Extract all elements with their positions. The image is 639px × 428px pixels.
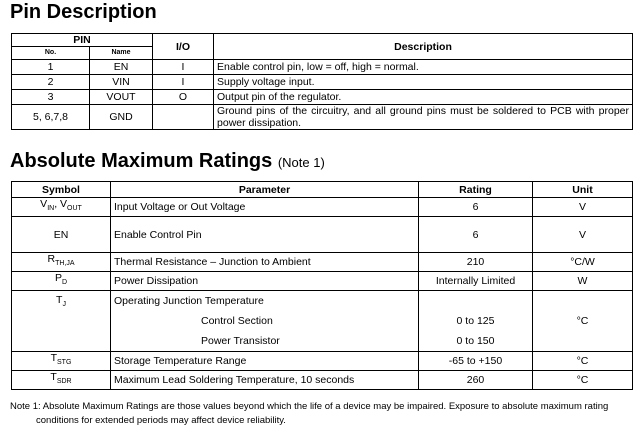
pin-description-title: Pin Description <box>10 1 157 23</box>
unit-cell: V <box>533 217 633 253</box>
pin-name: EN <box>90 60 153 75</box>
footnote-line-2: conditions for extended periods may affect device reliability. <box>36 415 286 426</box>
symbol-cell <box>12 253 111 272</box>
unit-cell: °C <box>533 352 633 371</box>
table-row <box>12 75 633 90</box>
abs-max-ratings-title-text: Absolute Maximum Ratings <box>10 150 273 172</box>
parameter-cell: Power Dissipation <box>111 272 419 291</box>
rating-cell: 210 <box>419 253 533 272</box>
symbol-main: T <box>50 352 58 365</box>
pin-no: 1 <box>12 60 90 75</box>
rating-cell: 6 <box>419 198 533 217</box>
footnote-line-1: Note 1: Absolute Maximum Ratings are those values beyond which the life of a device may be impaired. Exposure to absolute maximum rating <box>10 401 609 412</box>
symbol-subscript: IN <box>47 205 55 213</box>
symbol-main: V <box>40 198 48 211</box>
symbol-subscript: TH,JA <box>55 260 75 268</box>
symbol-separator: , V <box>54 198 68 211</box>
description-header: Description <box>214 34 633 60</box>
tj-control-section-label: Control Section <box>201 315 273 327</box>
unit-cell: °C <box>533 371 633 390</box>
symbol-main: R <box>47 253 56 266</box>
symbol-subscript-2: OUT <box>67 205 82 213</box>
symbol-cell <box>12 272 111 291</box>
pin-name: GND <box>90 105 153 130</box>
tj-power-transistor-label: Power Transistor <box>201 335 280 347</box>
parameter-cell: Maximum Lead Soldering Temperature, 10 seconds <box>111 371 419 390</box>
rating-cell <box>419 291 533 352</box>
pin-io: I <box>153 75 214 90</box>
parameter-header: Parameter <box>111 182 419 198</box>
table-row <box>12 371 633 390</box>
symbol-subscript: J <box>62 301 66 309</box>
parameter-cell: Storage Temperature Range <box>111 352 419 371</box>
parameter-cell <box>111 291 419 352</box>
pin-description-table <box>11 33 633 130</box>
table-row <box>12 272 633 291</box>
rating-header: Rating <box>419 182 533 198</box>
rating-cell: Internally Limited <box>419 272 533 291</box>
pin-description: Enable control pin, low = off, high = normal. <box>214 60 633 75</box>
table-row <box>12 352 633 371</box>
unit-cell: V <box>533 198 633 217</box>
pin-io: O <box>153 90 214 105</box>
symbol-cell <box>12 291 111 352</box>
unit-cell: °C/W <box>533 253 633 272</box>
tj-control-section-rating: 0 to 125 <box>456 315 495 327</box>
symbol-cell <box>12 217 111 253</box>
unit-cell: W <box>533 272 633 291</box>
io-header: I/O <box>153 34 214 60</box>
unit-cell: °C <box>533 291 633 352</box>
abs-max-ratings-title <box>10 150 325 173</box>
pin-description: Output pin of the regulator. <box>214 90 633 105</box>
symbol-subscript: SDR <box>56 378 72 386</box>
pin-name: VOUT <box>90 90 153 105</box>
pin-no-header: No. <box>12 47 90 60</box>
symbol-cell <box>12 352 111 371</box>
tj-parameter-label: Operating Junction Temperature <box>114 295 264 307</box>
symbol-header: Symbol <box>12 182 111 198</box>
symbol-subscript: STG <box>57 359 72 367</box>
table-row <box>12 253 633 272</box>
abs-max-ratings-note-ref: (Note 1) <box>277 155 325 170</box>
symbol-subscript: D <box>61 279 68 287</box>
symbol-main: P <box>54 272 62 285</box>
parameter-cell: Enable Control Pin <box>111 217 419 253</box>
abs-max-ratings-table <box>11 181 633 390</box>
pin-description: Ground pins of the circuitry, and all ground pins must be soldered to PCB with proper power dissipation. <box>214 105 633 130</box>
pin-no: 5, 6,7,8 <box>12 105 90 130</box>
pin-no: 3 <box>12 90 90 105</box>
table-row <box>12 105 633 130</box>
symbol-cell <box>12 198 111 217</box>
rating-cell: 260 <box>419 371 533 390</box>
pin-no: 2 <box>12 75 90 90</box>
symbol-main: EN <box>53 228 69 241</box>
table-row <box>12 291 633 352</box>
rating-cell: 6 <box>419 217 533 253</box>
pin-io <box>153 105 214 130</box>
tj-power-transistor-rating: 0 to 150 <box>456 335 495 347</box>
table-row <box>12 198 633 217</box>
rating-cell: -65 to +150 <box>419 352 533 371</box>
table-row <box>12 90 633 105</box>
footnote <box>10 400 634 428</box>
symbol-main: T <box>56 294 63 306</box>
pin-name-header: Name <box>90 47 153 60</box>
parameter-cell: Input Voltage or Out Voltage <box>111 198 419 217</box>
pin-description: Supply voltage input. <box>214 75 633 90</box>
pin-io: I <box>153 60 214 75</box>
unit-header: Unit <box>533 182 633 198</box>
pin-name: VIN <box>90 75 153 90</box>
symbol-main: T <box>50 371 57 384</box>
parameter-cell: Thermal Resistance – Junction to Ambient <box>111 253 419 272</box>
pin-header: PIN <box>12 34 153 47</box>
table-row <box>12 60 633 75</box>
symbol-cell <box>12 371 111 390</box>
table-row <box>12 217 633 253</box>
